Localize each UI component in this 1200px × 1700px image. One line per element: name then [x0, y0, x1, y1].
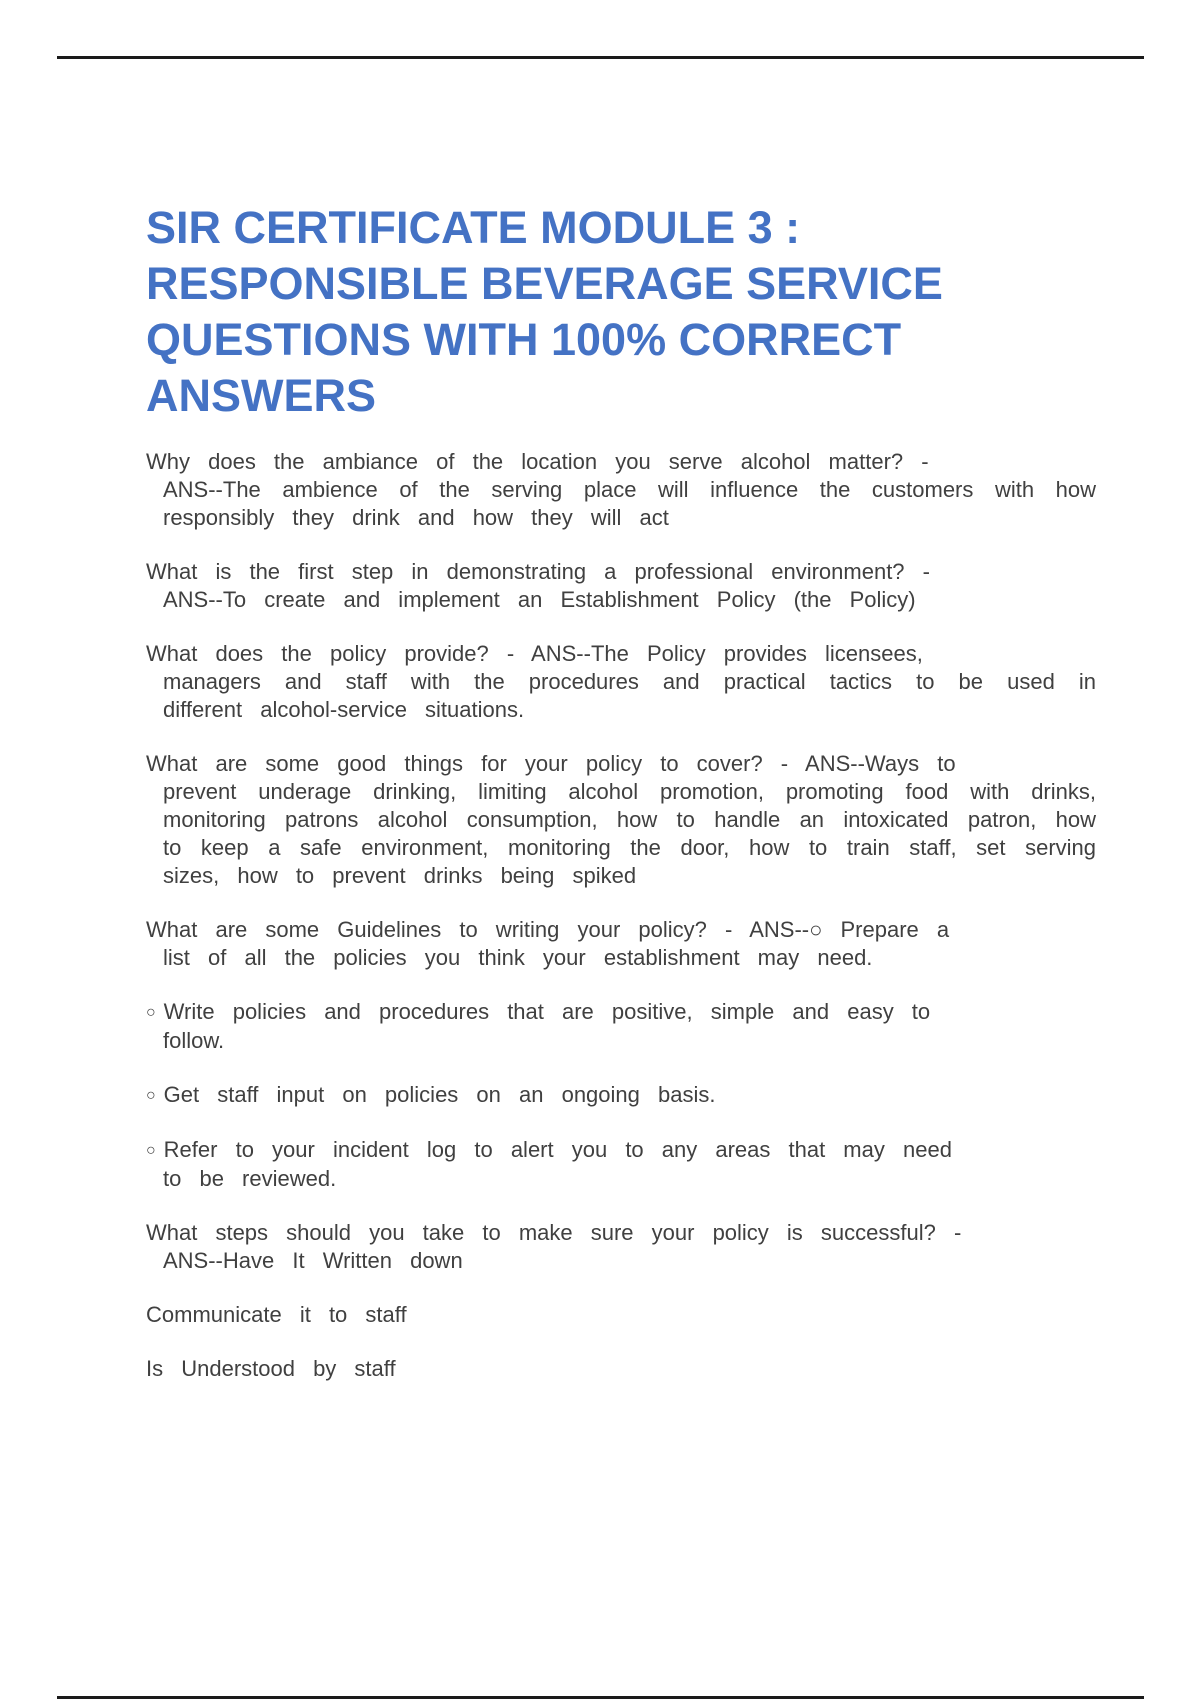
bullet-line	[146, 1136, 1096, 1165]
question-text: Why does the ambiance of the location you serve alcohol matter? -	[146, 449, 929, 474]
step-text: Is Understood by staff	[146, 1356, 396, 1381]
bullet-line	[146, 998, 1096, 1027]
question-text: What does the policy provide? - ANS--The Policy provides licensees,	[146, 641, 923, 666]
circle-bullet-icon: ○	[146, 1142, 156, 1159]
bullet-text: Refer to your incident log to alert you to any areas that may need	[163, 1137, 952, 1162]
document-body	[146, 200, 1096, 1409]
footer-rule	[57, 1696, 1144, 1699]
bullet-continuation: to be reviewed.	[163, 1166, 337, 1191]
circle-bullet-icon: ○	[146, 1004, 156, 1021]
answer-text: list of all the policies you think your establishment may need.	[163, 945, 873, 970]
circle-bullet-icon: ○	[146, 1087, 156, 1104]
step-text: Communicate it to staff	[146, 1302, 407, 1327]
qa-paragraph-4	[146, 750, 1096, 890]
answer-text: ANS--The ambience of the serving place will influence the customers with how responsibly they drink and how they will act	[163, 477, 1096, 530]
bullet-text: Get staff input on policies on an ongoing basis.	[163, 1082, 716, 1107]
document-title: SIR CERTIFICATE MODULE 3 : RESPONSIBLE BEVERAGE SERVICE QUESTIONS WITH 100% CORRECT ANSWERS	[146, 202, 943, 421]
bullet-paragraph-1	[146, 998, 1096, 1055]
answer-text: managers and staff with the procedures and practical tactics to be used in different alcohol-service situations.	[163, 669, 1096, 722]
answer-text: prevent underage drinking, limiting alcohol promotion, promoting food with drinks, monitoring patrons alcohol consumption, how to handle an intoxicated patron, how to keep a safe environment, monitoring the door, how to train staff, set serving sizes, how to prevent drinks being spiked	[163, 779, 1096, 888]
qa-paragraph-1	[146, 448, 1096, 532]
question-text: What are some good things for your policy to cover? - ANS--Ways to	[146, 751, 956, 776]
question-text: What are some Guidelines to writing your policy? - ANS--○ Prepare a	[146, 917, 950, 942]
bullet-continuation: follow.	[163, 1028, 225, 1053]
bullet-paragraph-2	[146, 1081, 1096, 1110]
qa-paragraph-6	[146, 1219, 1096, 1275]
qa-paragraph-3	[146, 640, 1096, 724]
qa-paragraph-2	[146, 558, 1096, 614]
bullet-text: Write policies and procedures that are positive, simple and easy to	[163, 999, 931, 1024]
bullet-line	[146, 1081, 1096, 1110]
question-text: What is the first step in demonstrating a professional environment? -	[146, 559, 930, 584]
bullet-paragraph-3	[146, 1136, 1096, 1193]
header-rule	[57, 56, 1144, 59]
answer-text: ANS--Have It Written down	[163, 1248, 463, 1273]
question-text: What steps should you take to make sure your policy is successful? -	[146, 1220, 962, 1245]
step-paragraph-1	[146, 1301, 1096, 1329]
answer-text: ANS--To create and implement an Establishment Policy (the Policy)	[163, 587, 916, 612]
qa-paragraph-5	[146, 916, 1096, 972]
step-paragraph-2	[146, 1355, 1096, 1383]
